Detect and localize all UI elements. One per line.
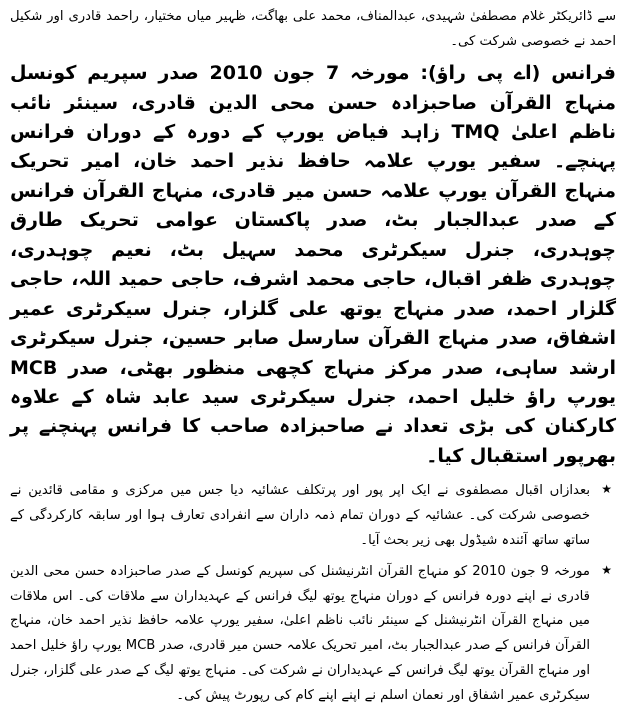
paragraph-body: بعدازاں اقبال مصطفوی نے ایک اپر پور اور پرتکلف عشائیہ دیا جس میں مرکزی و مقامی قائدین نے خصوصی شرکت کی۔ عشائیہ کے دوران تمام ذمہ داران سے انفرادی تعارف ہوا اور سابقہ کارکردگی کے ساتھ ساتھ آئندہ شیڈول بھی زیر بحث آیا۔ [10, 483, 590, 548]
headline-paragraph: فرانس (اے پی راؤ): مورخہ 7 جون 2010 صدر سپریم کونسل منہاج القرآن صاحبزادہ حسن محی الدین قادری، سینئر نائب ناظم اعلیٰ TMQ زاہد فیاض یورپ کے دورہ کے دوران فرانس پہنچے۔ سفیر یورپ علامہ حافظ نذیر احمد خان، امیر تحریک منہاج القرآن یورپ علامہ حسن میر قادری، منہاج القرآن فرانس کے صدر عبدالجبار بٹ، صدر پاکستان عوامی تحریک طارق چوہدری، جنرل سیکرٹری محمد سہیل بٹ، نعیم چوہدری، چوہدری ظفر اقبال، حاجی محمد اشرف، حاجی حمید اللہ، حاجی گلزار احمد، صدر منہاج یوتھ علی گلزار، جنرل سیکرٹری عمیر اشفاق، صدر منہاج القرآن سارسل صابر حسین، جنرل سیکرٹری ارشد ساہی، صدر مرکز منہاج کچھی منظور بھٹی، صدر MCB یورپ راؤ خلیل احمد، جنرل سیکرٹری سید عابد شاہ کے علاوہ کارکنان کی بڑی تعداد نے صاحبزادہ صاحب کا فرانس پہنچنے پر بھرپور استقبال کیا۔ [10, 62, 617, 467]
star-icon: ★ [601, 562, 612, 577]
bulleted-paragraph-1 [10, 479, 616, 553]
lead-line: سے ڈائریکٹر غلام مصطفیٰ شہیدی، عبدالمناف، محمد علی بھاگت، ظہیر میاں مختیار، راحمد قادری اور شکیل احمد نے خصوصی شرکت کی۔ [10, 9, 616, 50]
spacer [10, 472, 616, 479]
paragraph-body: مورخہ 9 جون 2010 کو منہاج القرآن انٹرنیشنل کی سپریم کونسل کے صدر صاحبزادہ حسن محی الدین قادری نے اپنے دورہ فرانس کے دوران منہاج یوتھ لیگ فرانس کے عہدیداران سے ملاقات کی۔ اس ملاقات میں منہاج القرآن انٹرنیشنل کے سینئر نائب ناظم اعلیٰ، سفیر یورپ علامہ حافظ نذیر احمد خان، منہاج القرآن فرانس کے صدر عبدالجبار بٹ، امیر تحریک علامہ حسن میر قادری، صدر MCB یورپ راؤ خلیل احمد اور منہاج القرآن یوتھ لیگ فرانس کے عہدیداران نے شرکت کی۔ منہاج یوتھ لیگ کے صدر علی گلزار، جنرل سیکرٹری عمیر اشفاق اور نعمان اسلم نے اپنے اپنے کام کی رپورٹ پیش کی۔ [10, 563, 591, 703]
star-icon: ★ [601, 482, 612, 497]
bulleted-paragraph-2 [10, 560, 616, 709]
